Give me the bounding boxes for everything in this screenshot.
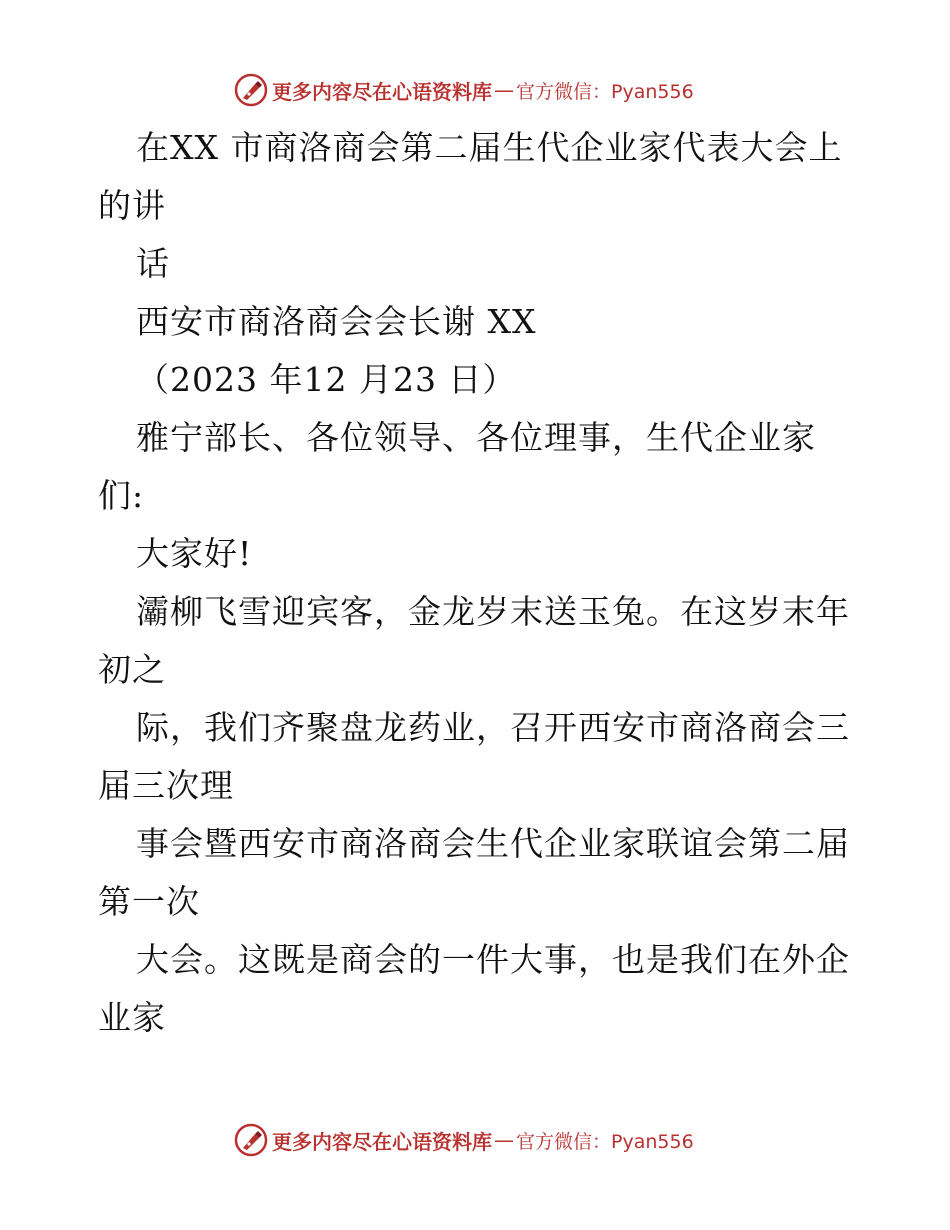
watermark-dash: —	[494, 1128, 514, 1152]
paragraph-line: 事会暨西安市商洛商会生代企业家联谊会第二届	[136, 824, 850, 863]
author-line: 西安市商洛商会会长谢 XX	[136, 302, 537, 341]
paragraph-line: 初之	[98, 650, 166, 689]
paragraph-line: 际，我们齐聚盘龙药业，召开西安市商洛商会三	[136, 708, 850, 747]
paragraph-line: 灞柳飞雪迎宾客，金龙岁末送玉兔。在这岁末年	[136, 592, 850, 631]
watermark-main-text: 更多内容尽在心语资料库	[272, 1129, 492, 1154]
pen-nib-logo-icon	[234, 73, 268, 107]
title-line-2: 的讲	[98, 186, 166, 225]
paragraph-line: 第一次	[98, 882, 200, 921]
date-line: （2023 年12 月23 日）	[136, 360, 517, 399]
pen-nib-logo-icon	[234, 1123, 268, 1157]
watermark-main-text: 更多内容尽在心语资料库	[272, 79, 492, 104]
salutation-line: 大家好!	[136, 534, 253, 573]
watermark-wechat-text: 官方微信：Pyan556	[516, 1130, 694, 1153]
paragraph-line: 业家	[98, 998, 166, 1037]
title-line-3: 话	[136, 244, 170, 283]
footer-watermark	[234, 1122, 694, 1158]
greeting-line-1: 雅宁部长、各位领导、各位理事，生代企业家	[136, 418, 816, 457]
header-watermark	[234, 72, 694, 108]
paragraph-line: 届三次理	[98, 766, 234, 805]
paragraph-line: 大会。这既是商会的一件大事，也是我们在外企	[136, 940, 850, 979]
watermark-wechat-text: 官方微信：Pyan556	[516, 80, 694, 103]
watermark-dash: —	[494, 78, 514, 102]
greeting-line-2: 们:	[98, 476, 145, 515]
title-line-1: 在XX 市商洛商会第二届生代企业家代表大会上	[136, 128, 843, 167]
